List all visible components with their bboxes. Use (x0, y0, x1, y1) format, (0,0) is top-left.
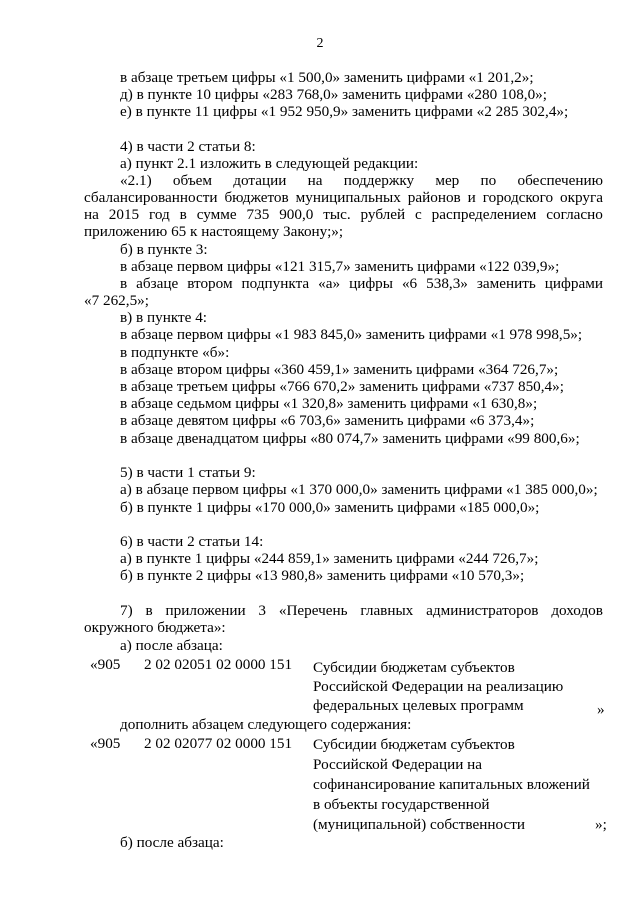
text-line: б) в пункте 3: (120, 241, 208, 258)
text-line: е) в пункте 11 цифры «1 952 950,9» заменить цифрами «2 285 302,4»; (120, 103, 569, 120)
word: приложении (165, 602, 246, 619)
text-line: в абзаце первом цифры «121 315,7» заменить цифрами «122 039,9»; (120, 258, 560, 275)
text-line: а) в пункте 1 цифры «244 859,1» заменить цифрами «244 726,7»; (120, 550, 539, 567)
revenue-description-line: федеральных целевых программ (313, 697, 524, 714)
text-line-justified (120, 274, 603, 294)
word: «Перечень (278, 602, 348, 619)
text-line: 5) в части 1 статьи 9: (120, 464, 256, 481)
word: доходов (551, 602, 603, 619)
text-line: в абзаце двенадцатом цифры «80 074,7» заменить цифрами «99 800,6»; (120, 430, 580, 447)
revenue-description-line: Субсидии бюджетам субъектов (313, 736, 515, 753)
word: сумме (196, 206, 237, 223)
word: 3 (258, 602, 267, 619)
word: в (179, 206, 187, 223)
text-line: «7 262,5»; (84, 292, 149, 309)
revenue-description-line: Субсидии бюджетам субъектов (313, 659, 515, 676)
word: 735 (246, 206, 270, 223)
word: на (307, 172, 323, 189)
text-line: б) в пункте 1 цифры «170 000,0» заменить цифрами «185 000,0»; (120, 499, 540, 516)
revenue-code: 2 02 02051 02 0000 151 (144, 656, 293, 673)
text-line: б) после абзаца: (120, 834, 224, 851)
revenue-description-line: в объекты государственной (313, 796, 490, 813)
text-line: окружного бюджета»: (84, 619, 226, 636)
text-line: в абзаце третьем цифры «766 670,2» заменить цифрами «737 850,4»; (120, 378, 564, 395)
word: 2015 (108, 206, 140, 223)
word: объем (172, 172, 213, 189)
word: бюджетов (224, 189, 289, 206)
word: мер (435, 172, 460, 189)
word: поддержку (343, 172, 415, 189)
word: распределением (431, 206, 537, 223)
text-line: в подпункте «б»: (120, 344, 230, 361)
revenue-description-line: (муниципальной) собственности (313, 816, 525, 833)
admin-code: «905 (90, 735, 121, 752)
word: абзаце (136, 275, 179, 292)
text-line: в абзаце третьем цифры «1 500,0» заменить цифрами «1 201,2»; (120, 69, 534, 86)
text-line: в) в пункте 4: (120, 309, 208, 326)
word: тыс. (323, 206, 351, 223)
word: администраторов (426, 602, 539, 619)
text-line: приложению 65 к настоящему Закону;»; (84, 223, 344, 240)
text-line: б) в пункте 2 цифры «13 980,8» заменить цифрами «10 570,3»; (120, 567, 525, 584)
text-line: а) в абзаце первом цифры «1 370 000,0» заменить цифрами «1 385 000,0»; (120, 481, 598, 498)
word: главных (360, 602, 414, 619)
word: «а» (318, 275, 341, 292)
word: подпункта (241, 275, 310, 292)
text-line: а) пункт 2.1 изложить в следующей редакции: (120, 155, 419, 172)
word: обеспечению (517, 172, 603, 189)
text-line: в абзаце первом цифры «1 983 845,0» заменить цифрами «1 978 998,5»; (120, 326, 583, 343)
word: по (480, 172, 497, 189)
text-line: д) в пункте 10 цифры «283 768,0» заменить цифрами «280 108,0»; (120, 86, 547, 103)
word: 900,0 (279, 206, 314, 223)
text-line: в абзаце девятом цифры «6 703,6» заменить цифрами «6 373,4»; (120, 412, 535, 429)
text-line: 6) в части 2 статьи 14: (120, 533, 264, 550)
text-line: в абзаце седьмом цифры «1 320,8» заменить цифрами «1 630,8»; (120, 395, 538, 412)
revenue-description-line: Российской Федерации на (313, 756, 483, 773)
word: дотации (233, 172, 287, 189)
word: муниципальных (295, 189, 401, 206)
word: заменить (476, 275, 536, 292)
word: 538,3» (426, 275, 468, 292)
word: в (145, 602, 153, 619)
text-line: а) после абзаца: (120, 637, 223, 654)
word: районов (407, 189, 461, 206)
text-line: в абзаце втором цифры «360 459,1» заменить цифрами «364 726,7»; (120, 361, 559, 378)
word: цифрами (544, 275, 603, 292)
word: рублей (360, 206, 406, 223)
text-line: дополнить абзацем следующего содержания: (120, 716, 412, 733)
word: сбалансированности (84, 189, 218, 206)
word: «6 (401, 275, 418, 292)
closing-quote: »; (595, 816, 607, 833)
revenue-description-line: Российской Федерации на реализацию (313, 678, 564, 695)
revenue-code: 2 02 02077 02 0000 151 (144, 735, 293, 752)
word: год (149, 206, 170, 223)
word: с (415, 206, 422, 223)
word: и (467, 189, 476, 206)
word: втором (187, 275, 233, 292)
word: цифры (349, 275, 393, 292)
text-line: 4) в части 2 статьи 8: (120, 138, 256, 155)
word: в (120, 275, 128, 292)
word: «2.1) (120, 172, 152, 189)
word: городского (482, 189, 554, 206)
word: 7) (120, 602, 133, 619)
admin-code: «905 (90, 656, 121, 673)
closing-quote: » (597, 701, 605, 718)
word: округа (560, 189, 603, 206)
page-number: 2 (316, 36, 324, 51)
word: согласно (546, 206, 603, 223)
word: на (84, 206, 99, 223)
revenue-description-line: софинансирование капитальных вложений (313, 776, 590, 793)
